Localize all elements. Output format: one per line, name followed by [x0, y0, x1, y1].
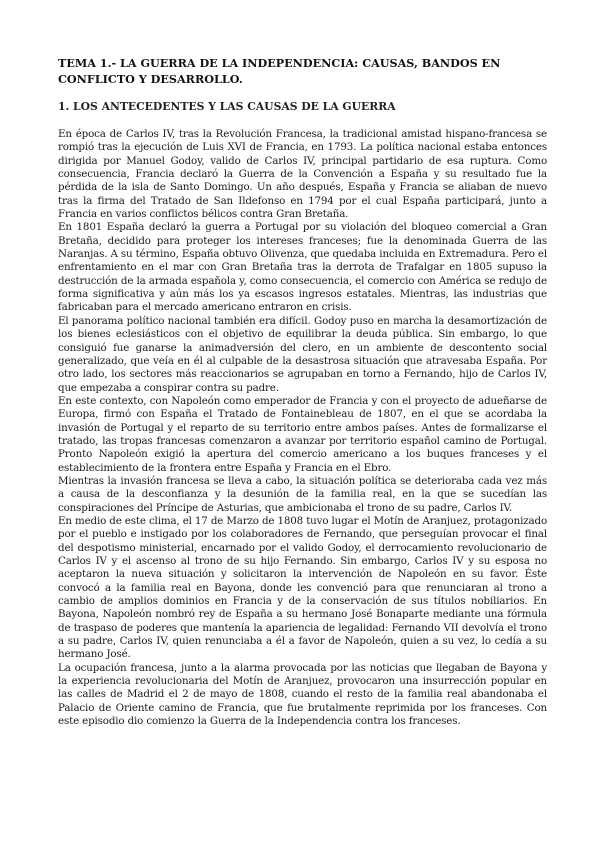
- paragraph: La ocupación francesa, junto a la alarma provocada por las noticias que llegaban de Bayona y la experiencia revolucionaria del Motín de Aranjuez, provocaron una insurrección popular en las calles de Madrid el 2 de mayo de 1808, cuando el resto de la familia real abandonaba el Palacio de Oriente camino de Francia, que fue brutalmente reprimida por los franceses. Con este episodio dio comienzo la Guerra de la Independencia contra los franceses.: [58, 661, 547, 728]
- paragraph: En 1801 España declaró la guerra a Portugal por su violación del bloqueo comercial a Gran Bretaña, decidido para proteger los intereses franceses; fue la denominada Guerra de las Naranjas. A su término, España obtuvo Olivenza, que quedaba incluida en Extremadura. Pero el enfrentamiento en el mar con Gran Bretaña tras la derrota de Trafalgar en 1805 supuso la destrucción de la armada española y, como consecuencia, el comercio con América se redujo de forma significativa y aún más los ya escasos ingresos estatales. Mientras, las industrias que fabricaban para el mercado americano entraron en crisis.: [58, 221, 547, 314]
- document-title: TEMA 1.- LA GUERRA DE LA INDEPENDENCIA: CAUSAS, BANDOS EN CONFLICTO Y DESARROLLO.: [58, 56, 501, 86]
- paragraph: Mientras la invasión francesa se lleva a cabo, la situación política se deterioraba cada vez más a causa de la desconfianza y la desunión de la familia real, en la que se sucedían las conspiraciones del Príncipe de Asturias, que ambicionaba el trono de su padre, Carlos IV.: [58, 474, 547, 514]
- section-heading: 1. LOS ANTECEDENTES Y LAS CAUSAS DE LA GUERRA: [58, 100, 396, 113]
- paragraph: En época de Carlos IV, tras la Revolución Francesa, la tradicional amistad hispano-francesa se rompió tras la ejecución de Luis XVI de Francia, en 1793. La política nacional estaba entonces dirigida por Manuel Godoy, valido de Carlos IV, principal partidario de esa ruptura. Como consecuencia, Francia declaró la Guerra de la Convención a España y su resultado fue la pérdida de la isla de Santo Domingo. Un año después, España y Francia se aliaban de nuevo tras la firma del Tratado de San Ildefonso en 1794 por el cual España participará, junto a Francia en varios conflictos bélicos contra Gran Bretaña.: [58, 128, 547, 221]
- body-text: [58, 128, 547, 728]
- paragraph: El panorama político nacional también era difícil. Godoy puso en marcha la desamortización de los bienes eclesiásticos con el objetivo de equilibrar la deuda pública. Sin embargo, lo que consiguió fue ganarse la animadversión del clero, en un ambiente de descontento social generalizado, que veía en él al culpable de la desastrosa situación que atravesaba España. Por otro lado, los sectores más reaccionarios se agrupaban en torno a Fernando, hijo de Carlos IV, que empezaba a conspirar contra su padre.: [58, 314, 547, 394]
- paragraph: En este contexto, con Napoleón como emperador de Francia y con el proyecto de adueñarse de Europa, firmó con España el Tratado de Fontainebleau de 1807, en el que se acordaba la invasión de Portugal y el reparto de su territorio entre ambos países. Antes de formalizarse el tratado, las tropas francesas comenzaron a avanzar por territorio español camino de Portugal. Pronto Napoleón exigió la apertura del comercio americano a los buques franceses y el establecimiento de la frontera entre España y Francia en el Ebro.: [58, 394, 547, 474]
- paragraph: En medio de este clima, el 17 de Marzo de 1808 tuvo lugar el Motín de Aranjuez, protagonizado por el pueblo e instigado por los colaboradores de Fernando, que perseguían provocar el final del despotismo ministerial, encarnado por el valido Godoy, el derrocamiento revolucionario de Carlos IV y el ascenso al trono de su hijo Fernando. Sin embargo, Carlos IV y su esposa no aceptaron la nueva situación y solicitaron la intervención de Napoleón en su favor. Éste convocó a la familia real en Bayona, donde les convenció para que renunciaran al trono a cambio de amplios dominios en Francia y de la conservación de sus títulos nobiliarios. En Bayona, Napoleón nombró rey de España a su hermano José Bonaparte mediante una fórmula de traspaso de poderes que mantenía la apariencia de legalidad: Fernando VII devolvía el trono a su padre, Carlos IV, quien renunciaba a él a favor de Napoleón, quien a su vez, lo cedía a su hermano José.: [58, 514, 547, 661]
